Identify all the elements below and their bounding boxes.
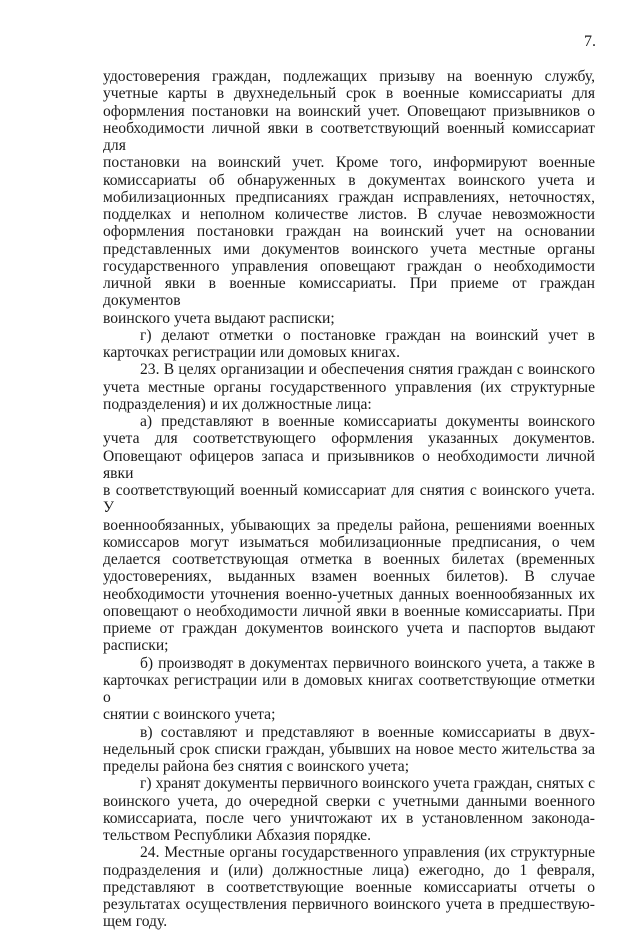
text-line: в) составляют и представляют в военные комиссариаты в двух- [140,723,595,741]
paragraph [103,68,595,327]
text-line: б) производят в документах первичного воинского учета, а также в [140,654,595,672]
text-line: комиссариата, после чего уничтожают их в установленном законода- [103,809,595,827]
text-line: а) представляют в военные комиссариаты документы воинского [140,413,595,430]
text-line: приеме от граждан документов воинского учета и паспортов выдают [103,620,595,637]
text-line: воинского учета выдают расписки; [103,309,335,327]
text-line: 24. Местные органы государственного управления (их структурные [140,844,595,862]
text-line: представленных ими документов воинского учета местные органы [103,240,595,258]
paragraph [103,724,595,776]
text-line: подделках и неполном количестве листов. В случае невозможности [103,206,595,223]
paragraph [103,655,595,724]
paragraph [103,327,595,362]
text-line: г) делают отметки о постановке граждан на воинский учет в [140,326,595,344]
text-line: подразделения) и их должностные лица: [103,395,372,413]
text-line: результатах осуществления первичного воинского учета в предшествую- [103,896,595,913]
text-line: г) хранят документы первичного воинского учета граждан, снятых с [140,775,595,793]
text-line: учета для соответствующего оформления указанных документов. [103,430,595,448]
text-line: оповещают о необходимости личной явки в военные комиссариаты. При [103,602,595,620]
text-line: мобилизационных предписаниях граждан исправлениях, неточностях, [103,188,595,206]
paragraph [103,361,595,413]
text-line: комиссариаты об обнаруженных в документах воинского учета и [103,171,595,189]
text-line: постановки на воинский учет. Кроме того, информируют военные [103,154,595,172]
text-line: карточках регистрации или в домовых книгах соответствующие отметки о [103,671,595,706]
text-line: комиссаров могут изыматься мобилизационные предписания, о чем [103,533,595,551]
text-line: удостоверения граждан, подлежащих призыву на военную службу, [103,68,595,85]
text-line: недельный срок списки граждан, убывших на новое место жительства за [103,740,595,758]
text-line: снятии с воинского учета; [103,706,276,724]
text-line: подразделения и (или) должностные лица) ежегодно, до 1 февраля, [103,861,595,879]
text-line: военнообязанных, убывающих за пределы района, решениями военных [103,516,595,534]
text-line: воинского учета, до очередной сверки с учетными данными военного [103,792,595,810]
text-line: оформления постановки граждан на воинский учет на основании [103,223,595,241]
paragraph [103,775,595,844]
text-line: в соответствующий военный комиссариат для снятия с воинского учета. У [103,482,595,517]
text-line: учетные карты в двухнедельный срок в военные комиссариаты для [103,85,595,103]
text-line: представляют в соответствующие военные комиссариаты отчеты о [103,878,595,896]
paragraph [103,413,595,655]
text-line: удостоверениях, выданных взамен военных билетов). В случае [103,568,595,586]
page-number: 7. [584,33,596,50]
paragraph [103,844,595,930]
text-line: карточках регистрации или домовых книгах. [103,344,400,361]
text-line: личной явки в военные комиссариаты. При приеме от граждан документов [103,275,595,310]
text-line: пределы района без снятия с воинского учета; [103,758,410,775]
document-body [103,68,595,931]
text-line: тельством Республики Абхазия порядке. [103,827,371,844]
text-line: необходимости уточнения военно-учетных данных военнообязанных их [103,585,595,603]
text-line: необходимости личной явки в соответствующий военный комиссариат для [103,119,595,154]
text-line: щем году. [103,913,168,931]
text-line: расписки; [103,637,169,655]
text-line: 23. В целях организации и обеспечения снятия граждан с воинского [140,361,595,379]
text-line: учета местные органы государственного управления (их структурные [103,378,595,396]
text-line: государственного управления оповещают граждан о необходимости [103,257,595,275]
text-line: оформления постановки на воинский учет. Оповещают призывников о [103,102,595,120]
text-line: делается соответствующая отметка в военных билетах (временных [103,551,595,568]
text-line: Оповещают офицеров запаса и призывников о необходимости личной явки [103,447,595,482]
